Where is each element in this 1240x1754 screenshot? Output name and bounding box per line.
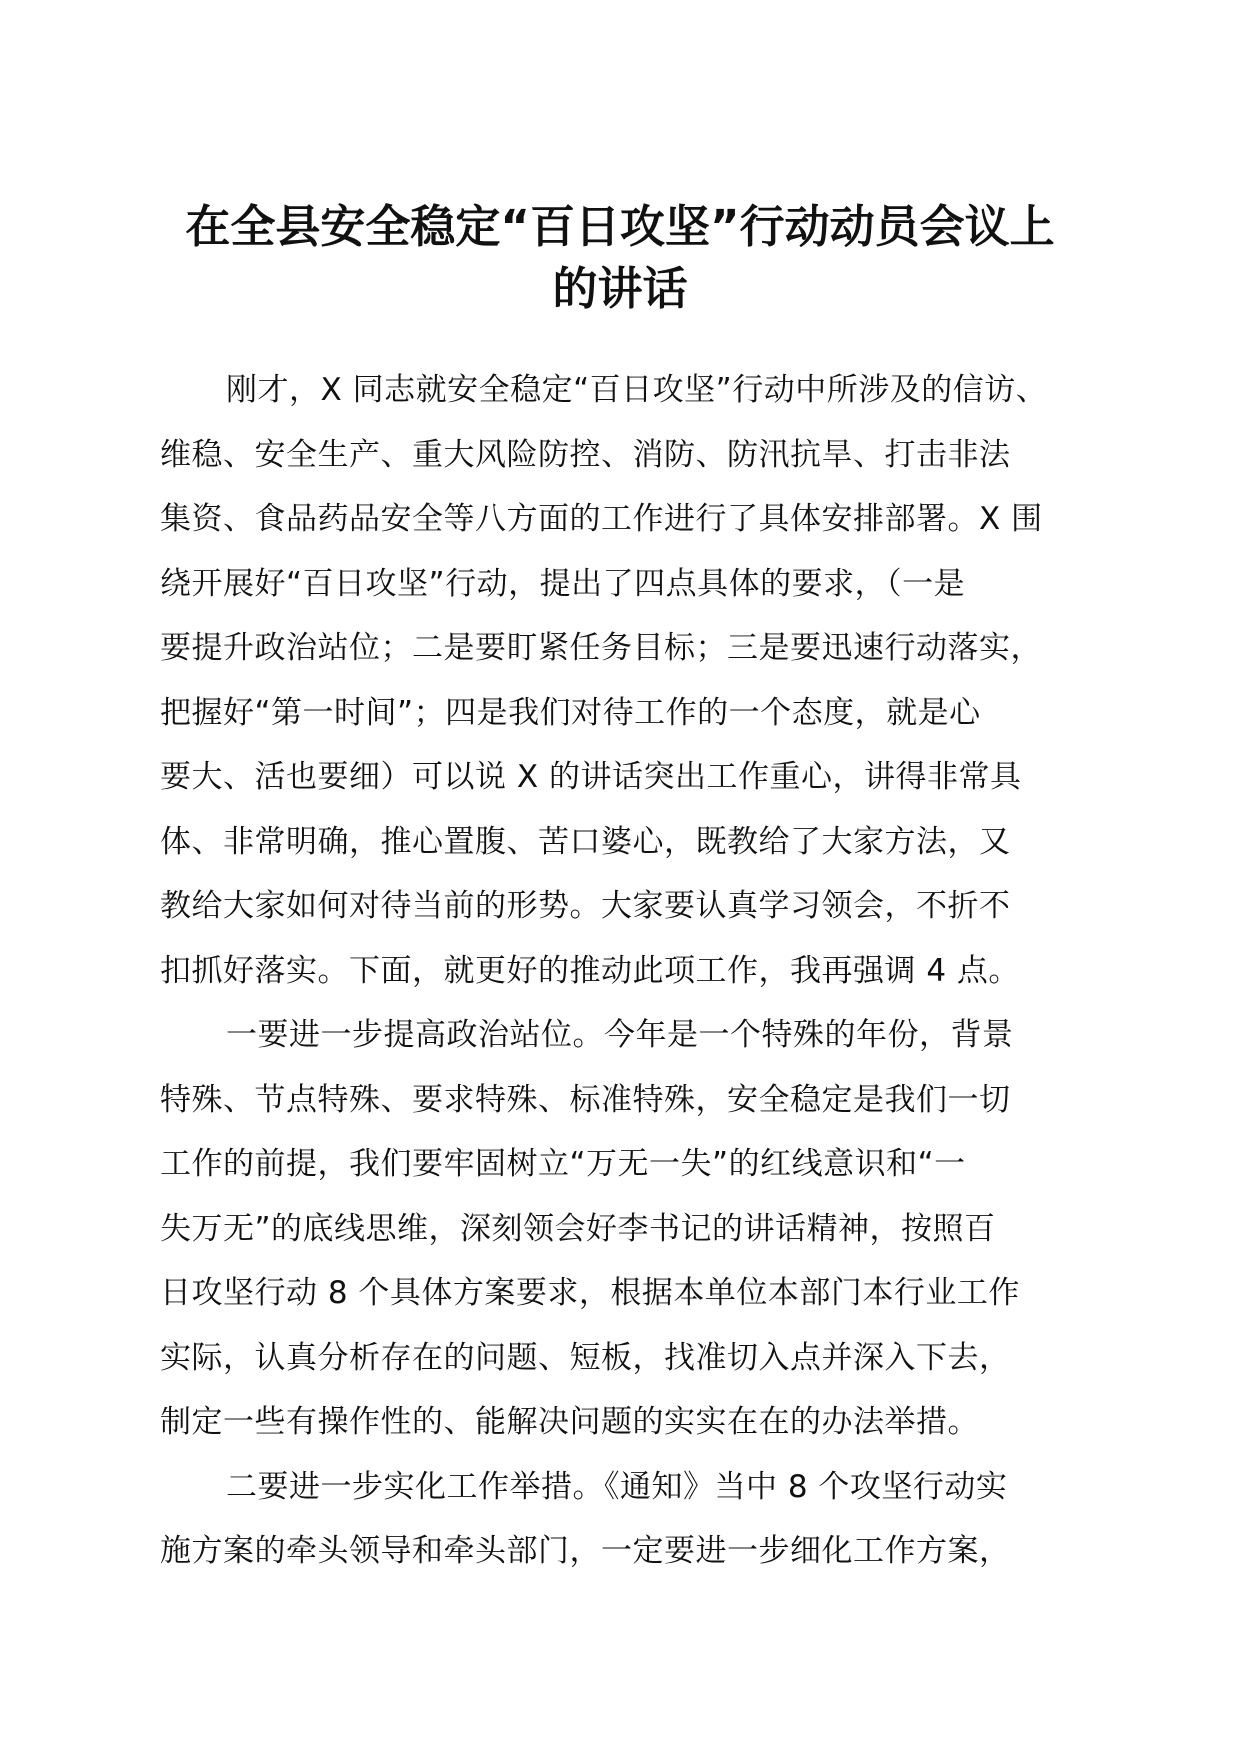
text-line: 日攻坚行动 8 个具体方案要求，根据本单位本部门本行业工作 bbox=[160, 1275, 1020, 1311]
title-line-2: 的讲话 bbox=[552, 262, 688, 315]
title-line-1: 在全县安全稳定“百日攻坚”行动动员会议上 bbox=[185, 200, 1055, 253]
document-title bbox=[140, 196, 1100, 320]
text-line: 一要进一步提高政治站位。今年是一个特殊的年份，背景 bbox=[226, 1017, 1014, 1053]
text-line: 集资、食品药品安全等八方面的工作进行了具体安排部署。X 围 bbox=[160, 501, 1043, 537]
text-line: 失万无”的底线思维，深刻领会好李书记的讲话精神，按照百 bbox=[160, 1210, 996, 1247]
text-line: 刚才，X 同志就安全稳定“百日攻坚”行动中所涉及的信访、 bbox=[226, 372, 1048, 408]
paragraph-2 bbox=[160, 1003, 1120, 1455]
text-line: 施方案的牵头领导和牵头部门，一定要进一步细化工作方案， bbox=[160, 1533, 1011, 1569]
document-body bbox=[160, 358, 1120, 1584]
text-line: 制定一些有操作性的、能解决问题的实实在在的办法举措。 bbox=[160, 1404, 979, 1440]
text-line: 要提升政治站位；二是要盯紧任务目标；三是要迅速行动落实， bbox=[160, 630, 1042, 666]
text-line: 二要进一步实化工作举措。《通知》当中 8 个攻坚行动实 bbox=[226, 1468, 1008, 1505]
text-line: 维稳、安全生产、重大风险防控、消防、防汛抗旱、打击非法 bbox=[160, 436, 1011, 473]
text-line: 把握好“第一时间”；四是我们对待工作的一个态度，就是心 bbox=[160, 694, 981, 731]
text-line: 要大、活也要细）可以说 X 的讲话突出工作重心，讲得非常具 bbox=[160, 759, 1022, 795]
paragraph-1 bbox=[160, 358, 1120, 1003]
text-line: 教给大家如何对待当前的形势。大家要认真学习领会，不折不 bbox=[160, 888, 1011, 924]
text-line: 绕开展好“百日攻坚”行动，提出了四点具体的要求，（一是 bbox=[160, 565, 966, 602]
text-line: 扣抓好落实。下面，就更好的推动此项工作，我再强调 4 点。 bbox=[160, 952, 1020, 989]
text-line: 特殊、节点特殊、要求特殊、标准特殊，安全稳定是我们一切 bbox=[160, 1081, 1011, 1118]
text-line: 体、非常明确，推心置腹、苦口婆心，既教给了大家方法，又 bbox=[160, 823, 1011, 860]
text-line: 工作的前提，我们要牢固树立“万无一失”的红线意识和“一 bbox=[160, 1146, 966, 1182]
text-line: 实际，认真分析存在的问题、短板，找准切入点并深入下去， bbox=[160, 1339, 1011, 1376]
paragraph-3 bbox=[160, 1455, 1120, 1584]
